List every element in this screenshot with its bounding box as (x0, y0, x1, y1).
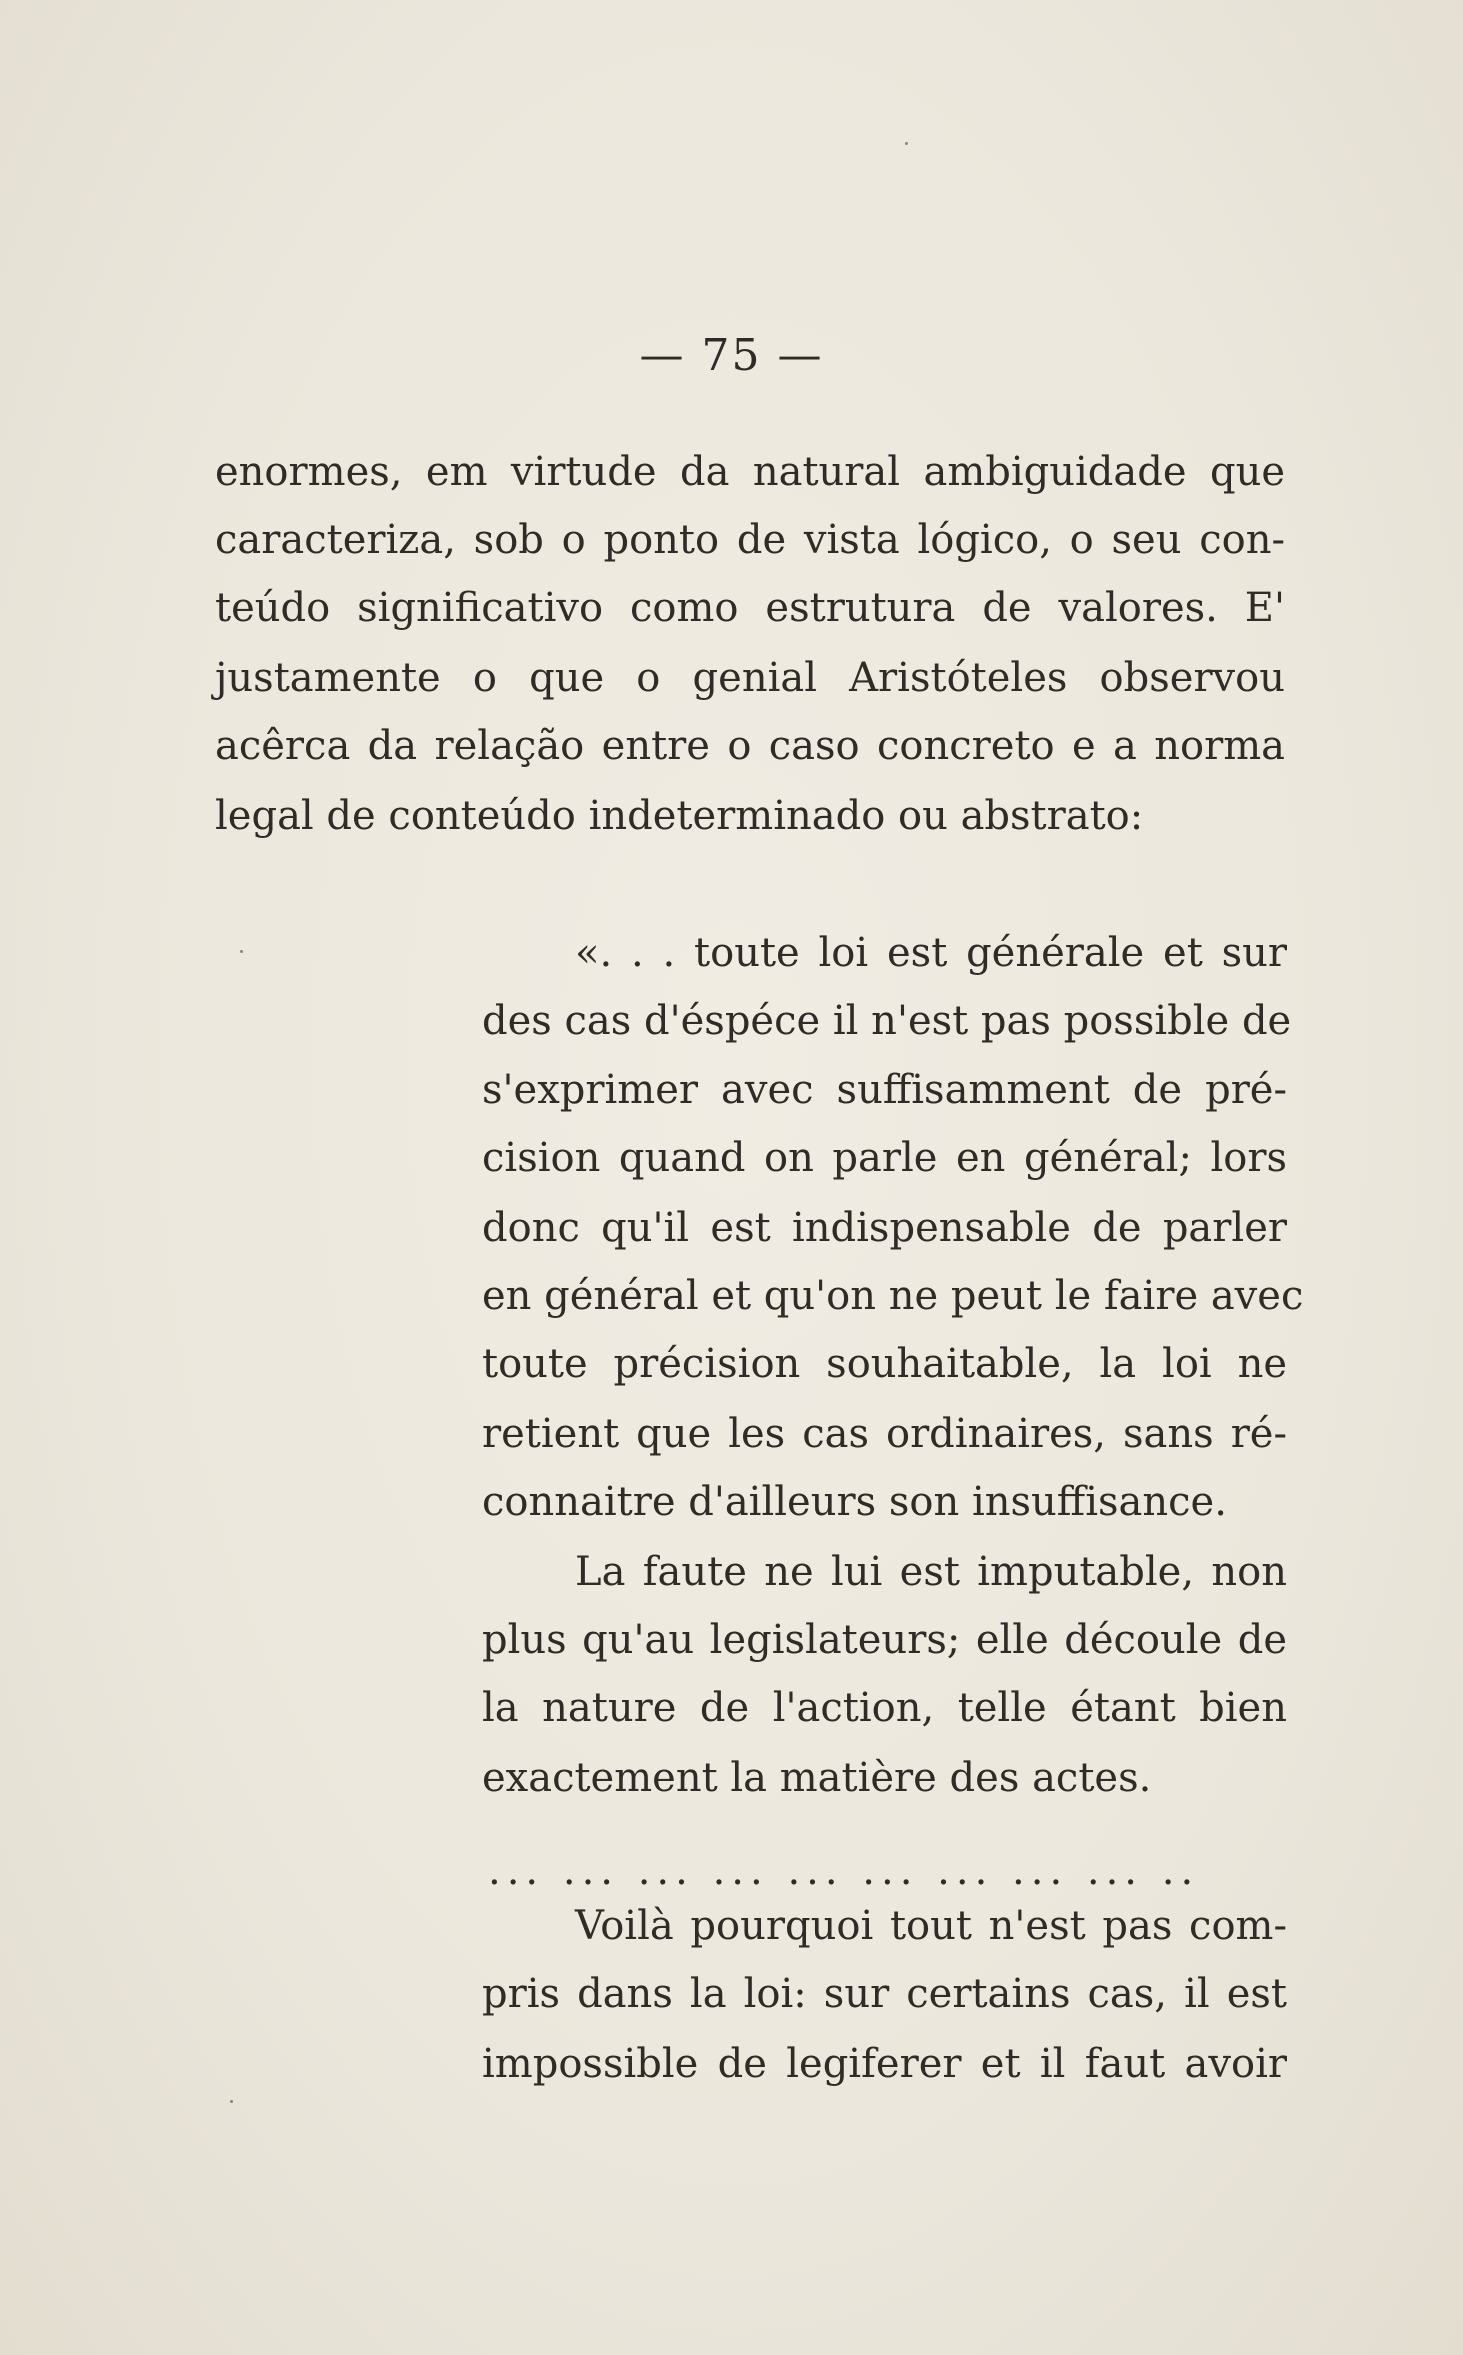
quote-line: plus qu'au legislateurs; elle découle de (482, 1617, 1287, 1663)
quote-line: impossible de legiferer et il faut avoir (482, 2041, 1287, 2087)
quote-line: donc qu'il est indispensable de parler (482, 1205, 1287, 1251)
quote-line: exactement la matière des actes. (482, 1755, 1152, 1801)
paragraph-line: justamente o que o genial Aristóteles observou (215, 655, 1285, 701)
ellipsis-separator: ... ... ... ... ... ... ... ... ... .. (488, 1848, 1200, 1894)
quote-line: La faute ne lui est imputable, non (575, 1549, 1287, 1595)
paragraph-line: legal de conteúdo indeterminado ou abstrato: (215, 793, 1144, 839)
quote-line: cision quand on parle en général; lors (482, 1135, 1287, 1181)
paragraph-line: teúdo significativo como estrutura de valores. E' (215, 585, 1285, 631)
paper-speck (905, 142, 908, 145)
quote-line: des cas d'éspéce il n'est pas possible de (482, 998, 1292, 1044)
paper-speck (230, 2100, 233, 2103)
quote-line: pris dans la loi: sur certains cas, il est (482, 1971, 1287, 2017)
quote-line: en général et qu'on ne peut le faire avec (482, 1273, 1304, 1319)
quote-line: retient que les cas ordinaires, sans ré- (482, 1411, 1287, 1457)
quote-line: Voilà pourquoi tout n'est pas com- (575, 1903, 1287, 1949)
paragraph-line: acêrca da relação entre o caso concreto e a norma (215, 723, 1285, 769)
quote-line: la nature de l'action, telle étant bien (482, 1685, 1287, 1731)
quote-line: toute précision souhaitable, la loi ne (482, 1341, 1287, 1387)
page-number: — 75 — (639, 330, 824, 381)
quote-line: s'exprimer avec suffisamment de pré- (482, 1067, 1287, 1113)
paper-speck (240, 950, 243, 953)
quote-line: connaitre d'ailleurs son insuffisance. (482, 1479, 1227, 1525)
quote-line: «. . . toute loi est générale et sur (575, 930, 1287, 976)
paragraph-line: caracteriza, sob o ponto de vista lógico, o seu con- (215, 517, 1285, 563)
paragraph-line: enormes, em virtude da natural ambiguidade que (215, 449, 1285, 495)
